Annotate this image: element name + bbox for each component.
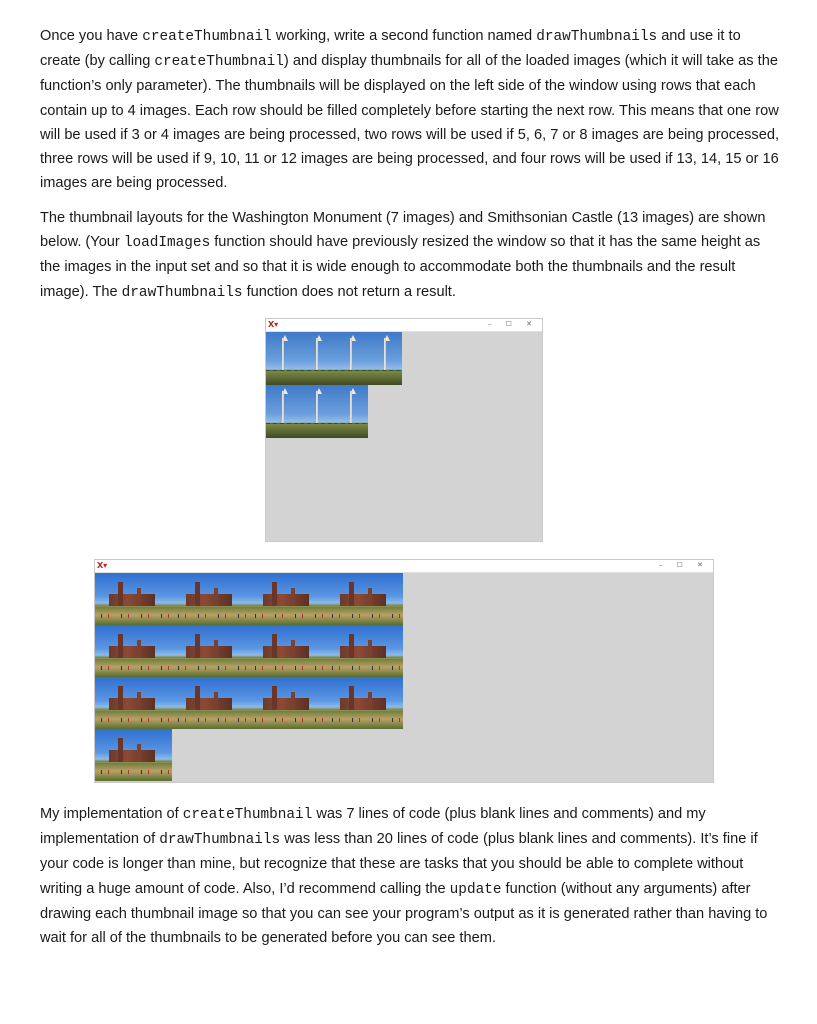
text-run: ) and display thumbnails for all of the loaded images (which it will take as the function’s only parameter). The thumbnails will be displayed on the left side of the window using rows that each contain up to 4 images. Each row should be filled completely before starting the next row. This means that one row will be used if 3 or 4 images are being processed, two rows will be used if 5, 6, 7 or 8 images are being processed, three rows will be used if 9, 10, 11 or 12 images are being processed, and four rows will be used if 13, 14, 15 or 16 images are being processed.: [40, 53, 779, 192]
text-run: function (without any arguments) after drawing each thumbnail image so that you can see your program’s output as it is generated rather than having to wait for all of the thumbnails to be generated before you can see them.: [40, 880, 768, 947]
inline-code-createthumbnail: createThumbnail: [154, 54, 284, 71]
inline-code-update: update: [449, 881, 502, 898]
inline-code-drawthumbnails: drawThumbnails: [536, 29, 658, 45]
inline-code-drawthumbnails: drawThumbnails: [121, 284, 243, 301]
castle-thumbnail: [95, 677, 172, 729]
castle-thumbnail: [95, 729, 172, 781]
text-run: function does not return a result.: [242, 283, 456, 300]
castle-thumbnail: [249, 625, 326, 677]
castle-thumbnail: [326, 573, 403, 625]
text-run: Once you have: [40, 28, 143, 44]
monument-thumbnail: [300, 385, 334, 438]
castle-thumbnail: [326, 625, 403, 677]
window-washington-monument: [265, 318, 543, 542]
castle-thumbnail: [172, 677, 249, 729]
inline-code-drawthumbnails: drawThumbnails: [159, 832, 281, 849]
monument-thumbnail: [266, 332, 300, 385]
window-controls[interactable]: – ☐ ✕: [487, 320, 538, 328]
window-titlebar: [266, 319, 542, 332]
window-titlebar: [95, 560, 713, 573]
monument-thumbnail: [266, 385, 300, 438]
monument-thumbnail: [368, 332, 402, 385]
castle-thumbnail: [172, 573, 249, 625]
app-logo-icon: X▾: [97, 561, 108, 570]
paragraph-layout-examples: [40, 206, 780, 305]
inline-code-createthumbnail: createThumbnail: [142, 29, 272, 45]
monument-thumbnail: [334, 385, 368, 438]
paragraph-drawthumbnails-intro: [40, 24, 780, 195]
paragraph-implementation-notes: [40, 802, 780, 950]
text-run: working, write a second function named: [271, 28, 537, 44]
window-controls[interactable]: – ☐ ✕: [658, 561, 709, 569]
window-smithsonian-castle: [94, 559, 714, 783]
monument-thumbnail: [334, 332, 368, 385]
castle-thumbnail: [249, 677, 326, 729]
castle-thumbnail: [249, 573, 326, 625]
app-logo-icon: X▾: [268, 320, 279, 329]
text-run: My implementation of: [40, 806, 183, 822]
monument-thumbnail: [300, 332, 334, 385]
castle-thumbnail: [172, 625, 249, 677]
text-run: was less than 20 lines of code (plus blank lines and comments). It’s fine if your code is longer than mine, but recognize that these are tasks that you should be able to complete without writing a huge amount of code. Also, I’d recommend calling the: [40, 831, 758, 897]
text-run: and use it to create (by calling: [40, 28, 741, 70]
castle-thumbnail: [95, 625, 172, 677]
text-run: was 7 lines of code (plus blank lines and comments) and my implementation of: [40, 806, 706, 848]
inline-code-loadimages: loadImages: [123, 235, 211, 252]
castle-thumbnail: [95, 573, 172, 625]
inline-code-createthumbnail: createThumbnail: [182, 807, 313, 823]
text-run: function should have previously resized the window so that it has the same height as the images in the input set and so that it is wide enough to accommodate both the thumbnails and the result image). The: [40, 234, 761, 300]
text-run: The thumbnail layouts for the Washington Monument (7 images) and Smithsonian Castle (13 images) are shown below. (Your: [40, 210, 766, 251]
castle-thumbnail: [326, 677, 403, 729]
